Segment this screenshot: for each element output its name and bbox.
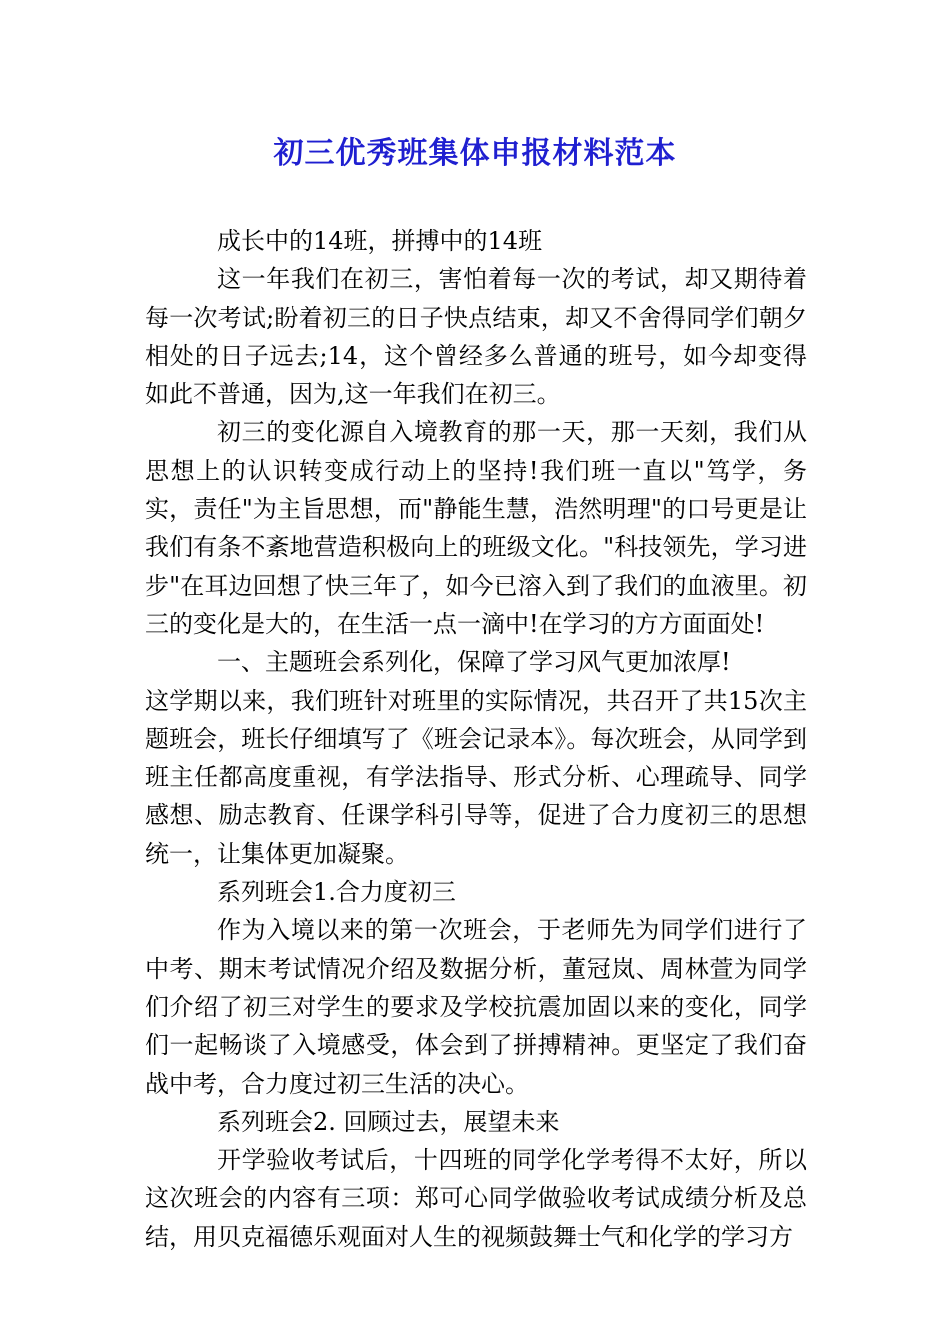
paragraph: 这一年我们在初三，害怕着每一次的考试，却又期待着每一次考试;盼着初三的日子快点结束，却又不舍得同学们朝夕相处的日子远去;14，这个曾经多么普通的班号，如今却变得如此不普通，因为,这一年我们在初三。 [145,265,807,409]
paragraph: 这学期以来，我们班针对班里的实际情况，共召开了共15次主题班会，班长仔细填写了《班会记录本》。每次班会，从同学到班主任都高度重视，有学法指导、形式分析、心理疏导、同学感想、励志教育、任课学科引导等，促进了合力度初三的思想统一，让集体更加凝聚。 [145,686,807,868]
document-title: 初三优秀班集体申报材料范本 [273,136,677,171]
paragraph: 作为入境以来的第一次班会，于老师先为同学们进行了中考、期末考试情况介绍及数据分析，董冠岚、周林萱为同学们介绍了初三对学生的要求及学校抗震加固以来的变化，同学们一起畅谈了入境感受，体会到了拼搏精神。更坚定了我们奋战中考，合力度过初三生活的决心。 [145,916,807,1098]
paragraph: 开学验收考试后，十四班的同学化学考得不太好，所以这次班会的内容有三项：郑可心同学做验收考试成绩分析及总结，用贝克福德乐观面对人生的视频鼓舞士气和化学的学习方 [145,1146,807,1251]
subsection-heading: 系列班会2. 回顾过去，展望未来 [217,1107,560,1136]
paragraph-subtitle: 成长中的14班，拼搏中的14班 [217,227,543,255]
subsection-heading: 系列班会1.合力度初三 [217,878,456,907]
paragraph: 初三的变化源自入境教育的那一天，那一天刻，我们从思想上的认识转变成行动上的坚持!我们班一直以"笃学，务实，责任"为主旨思想，而"静能生慧，浩然明理"的口号更是让我们有条不紊地营造积极向上的班级文化。"科技领先，学习进步"在耳边回想了快三年了，如今已溶入到了我们的血液里。初三的变化是大的，在生活一点一滴中!在学习的方方面面处! [145,418,807,638]
section-heading: 一、主题班会系列化，保障了学习风气更加浓厚! [217,648,731,677]
document-body [145,222,807,1256]
